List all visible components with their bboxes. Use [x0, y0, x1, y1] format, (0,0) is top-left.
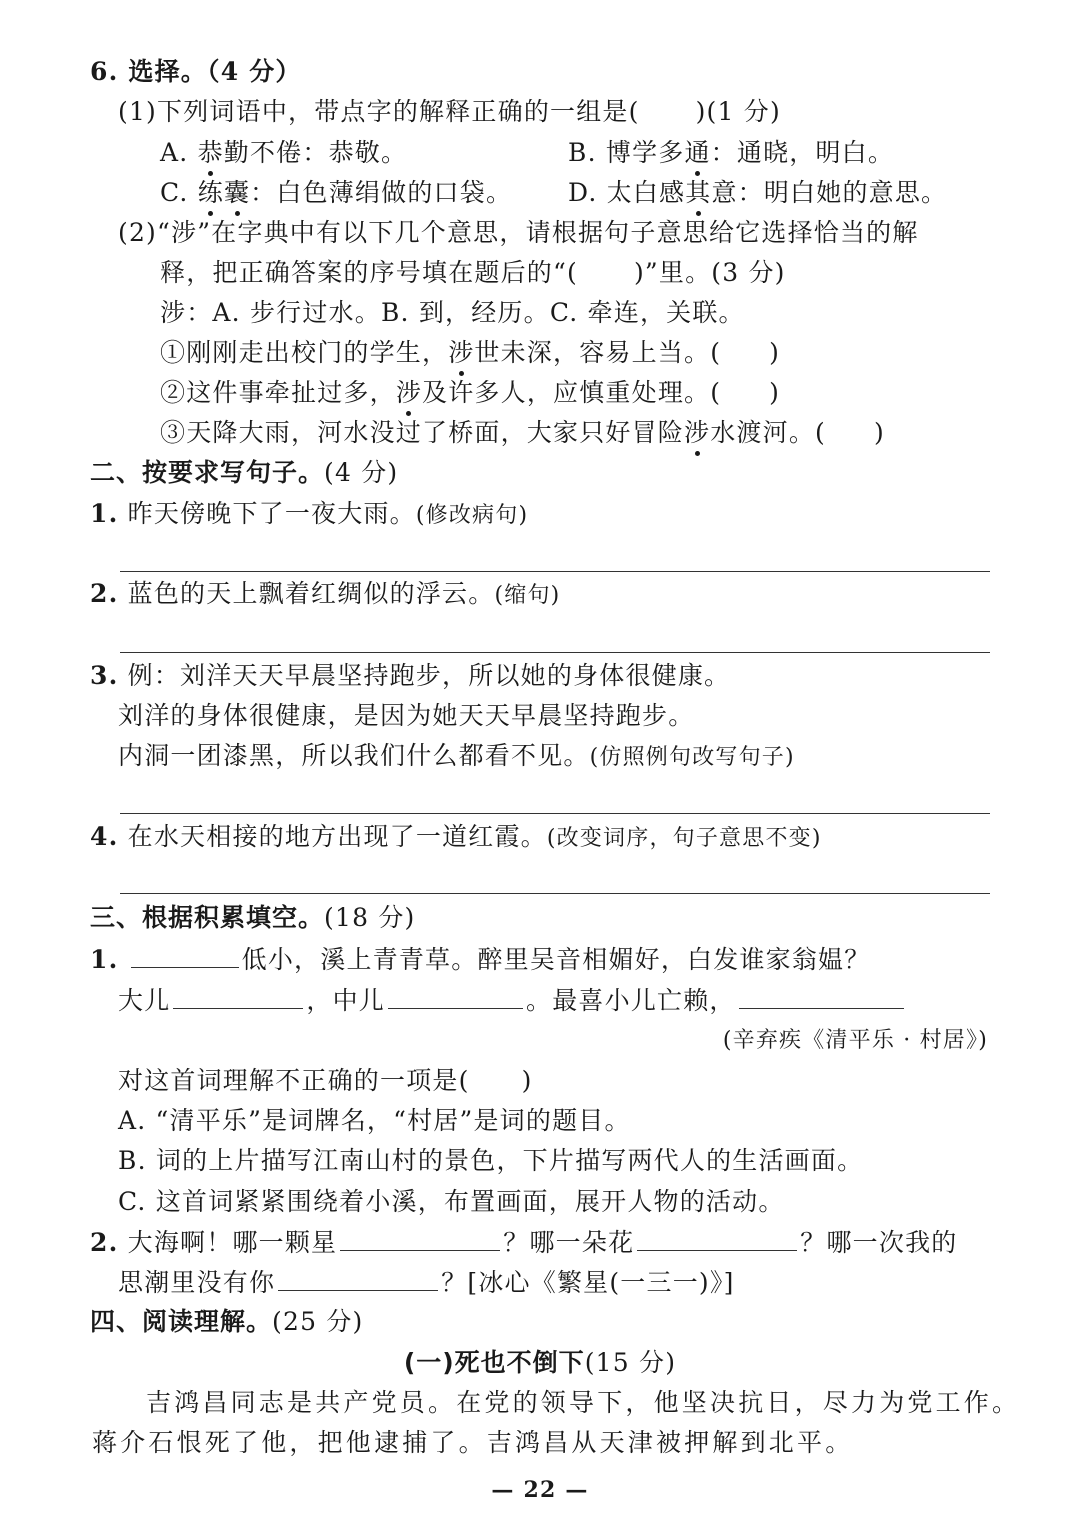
- section-4-score: (25 分): [272, 1307, 364, 1336]
- dotted-character: 练: [197, 178, 224, 207]
- q6-option-a: [160, 137, 407, 169]
- q6-part2-stem-line2: [160, 257, 786, 289]
- q6-part2-stem-line1: [118, 217, 919, 249]
- section-4-heading: [90, 1306, 363, 1338]
- poem-text: 低小，溪上青青草。醉里吴音相媚好，白发谁家翁媪？: [241, 945, 871, 974]
- poem-source-text: (辛弃疾《清平乐 · 村居》): [722, 1028, 988, 1053]
- item-text: 例：刘洋天天早晨坚持跑步，所以她的身体很健康。: [127, 661, 731, 690]
- q6-part1-stem-text: (1)下列词语中，带点字的解释正确的一组是(: [118, 97, 640, 126]
- item-text: 内洞一团漆黑，所以我们什么都看不见。: [118, 741, 590, 770]
- page-number: — 22 —: [491, 1477, 589, 1503]
- q6-option-c: [160, 177, 512, 209]
- passage-score: (15 分): [584, 1348, 677, 1377]
- poem-text: ？哪一朵花: [503, 1228, 635, 1257]
- passage-text: 蒋介石恨死了他，把他逮捕了。吉鸿昌从天津被押解到北平。: [92, 1428, 854, 1457]
- q6-sentence-2: [160, 377, 780, 409]
- paren-close: ): [521, 1066, 533, 1095]
- option-b-prefix: B. 博学多: [568, 138, 685, 167]
- s2-item-3-task: [118, 740, 795, 774]
- option-c-prefix: C.: [160, 178, 198, 207]
- q6-part2-stem-text: 释，把正确答案的序号填在题后的“(: [160, 258, 578, 287]
- section-2-title: 二、按要求写句子。: [90, 458, 325, 487]
- option-d-prefix: D. 太白感: [568, 178, 686, 207]
- dotted-character: 其: [685, 178, 712, 207]
- passage-paragraph-2: [92, 1427, 853, 1459]
- item-instruction: (修改病句): [415, 503, 529, 528]
- q6-title-text: 6. 选择。（4 分）: [90, 57, 302, 86]
- she-meanings: [160, 297, 745, 329]
- dotted-character: 囊: [223, 178, 251, 207]
- passage-title: [0, 1347, 1080, 1379]
- poem-text: ？哪一次我的: [800, 1228, 958, 1257]
- answer-line[interactable]: [120, 652, 990, 653]
- dotted-character: 通: [684, 138, 711, 167]
- item-text: 蓝色的天上飘着红绸似的浮云。: [127, 579, 495, 608]
- poem-source: [723, 1025, 988, 1057]
- q6-sentence-3: [160, 417, 885, 449]
- s3-q2-line2: [118, 1266, 735, 1299]
- s2-item-3-example-line: [118, 700, 694, 732]
- dotted-character: 涉: [448, 338, 475, 367]
- q6-sentence-1: [160, 337, 780, 369]
- dotted-character: 涉: [395, 378, 423, 407]
- poem-text: 。最喜小儿亡赖，: [526, 986, 736, 1015]
- q6-part1-stem: [118, 96, 781, 128]
- item-number: 4.: [90, 822, 119, 851]
- fill-blank[interactable]: [637, 1226, 797, 1251]
- section-4-title: 四、阅读理解。: [90, 1307, 273, 1336]
- item-instruction: (缩句): [494, 583, 561, 608]
- example-sentence: 刘洋的身体很健康，是因为她天天早晨坚持跑步。: [118, 701, 695, 730]
- s2-item-1: [90, 498, 528, 532]
- s2-item-3: [90, 660, 730, 692]
- item-text: 在水天相接的地方出现了一道红霞。: [127, 822, 547, 851]
- fill-blank[interactable]: [388, 984, 523, 1009]
- passage-title-text: (一)死也不倒下: [403, 1348, 585, 1377]
- option-d-text: 意：明白她的意思。: [711, 178, 948, 207]
- section-3-title: 三、根据积累填空。: [90, 903, 325, 932]
- s3-q1-option-c: [118, 1186, 785, 1218]
- s2-item-2: [90, 578, 560, 612]
- fill-blank[interactable]: [278, 1266, 438, 1291]
- dotted-character: 涉: [684, 418, 711, 447]
- sentence-text: ③天降大雨，河水没过了桥面，大家只好冒险: [160, 418, 685, 447]
- option-text: C. 这首词紧紧围绕着小溪，布置画面，展开人物的活动。: [118, 1187, 785, 1216]
- poem-text: 大海啊！哪一颗星: [127, 1228, 338, 1257]
- s3-q1-line1: [90, 943, 870, 976]
- dotted-character: 恭: [197, 138, 224, 167]
- passage-paragraph-1: [146, 1387, 1020, 1419]
- fill-blank[interactable]: [739, 984, 904, 1009]
- q6-part1-score: )(1 分): [695, 97, 781, 126]
- fill-blank[interactable]: [173, 984, 303, 1009]
- section-3-score: (18 分): [324, 903, 416, 932]
- poem-text: 大儿: [118, 986, 171, 1015]
- s3-q2-line1: [90, 1226, 957, 1259]
- s2-item-4: [90, 821, 822, 855]
- option-a-text: 勤不倦：恭敬。: [223, 138, 408, 167]
- answer-line[interactable]: [120, 893, 990, 894]
- paren-close: ): [769, 338, 781, 367]
- section-3-heading: [90, 902, 415, 934]
- option-b-text: ：通晓，明白。: [710, 138, 895, 167]
- passage-text: 吉鸿昌同志是共产党员。在党的领导下，他坚决抗日，尽力为党工作。: [146, 1388, 1021, 1417]
- item-instruction: (仿照例句改写句子): [589, 745, 795, 770]
- section-2-heading: [90, 457, 398, 489]
- q6-part2-stem-text: (2)“涉”在字典中有以下几个意思，请根据句子意思给它选择恰当的解: [118, 218, 919, 247]
- item-number: 2.: [90, 1228, 119, 1257]
- sentence-text: ②这件事牵扯过多，: [160, 378, 396, 407]
- answer-line[interactable]: [120, 813, 990, 814]
- answer-line[interactable]: [120, 571, 990, 572]
- poem-text: ，中儿: [306, 986, 386, 1015]
- s3-q1-option-a: [118, 1105, 631, 1137]
- sentence-text: ①刚刚走出校门的学生，: [160, 338, 449, 367]
- option-text: B. 词的上片描写江南山村的景色，下片描写两代人的生活画面。: [118, 1146, 864, 1175]
- item-number: 1.: [90, 499, 119, 528]
- item-number: 1.: [90, 945, 119, 974]
- question-text: 对这首词理解不正确的一项是(: [118, 1066, 470, 1095]
- option-text: A. “清平乐”是词牌名，“村居”是词的题目。: [118, 1106, 631, 1135]
- q6-option-d: [568, 177, 947, 209]
- fill-blank[interactable]: [340, 1226, 500, 1251]
- option-c-text: ：白色薄绢做的口袋。: [250, 178, 513, 207]
- she-meanings-text: 涉：A. 步行过水。B. 到，经历。C. 牵连，关联。: [160, 298, 745, 327]
- fill-blank[interactable]: [131, 943, 239, 968]
- s3-q1-line2: [118, 984, 907, 1017]
- paren-close: ): [769, 378, 781, 407]
- paren-close: ): [873, 418, 885, 447]
- poem-text: ？[冰心《繁星(一三一)》]: [441, 1268, 735, 1297]
- q6-option-b: [568, 137, 894, 169]
- option-a-prefix: A.: [160, 138, 198, 167]
- s3-q1-ask: [118, 1065, 533, 1097]
- q6-title: [90, 56, 302, 88]
- section-2-score: (4 分): [324, 458, 399, 487]
- sentence-text: 水渡河。(: [710, 418, 826, 447]
- item-number: 3.: [90, 661, 119, 690]
- sentence-text: 世未深，容易上当。(: [474, 338, 722, 367]
- item-number: 2.: [90, 579, 119, 608]
- item-text: 昨天傍晚下了一夜大雨。: [127, 499, 416, 528]
- sentence-text: 及许多人，应慎重处理。(: [422, 378, 722, 407]
- poem-text: 思潮里没有你: [118, 1268, 276, 1297]
- item-instruction: (改变词序，句子意思不变): [546, 826, 822, 851]
- q6-part2-score: )”里。(3 分): [633, 258, 786, 287]
- s3-q1-option-b: [118, 1145, 863, 1177]
- page-number-text: 22: [523, 1477, 557, 1503]
